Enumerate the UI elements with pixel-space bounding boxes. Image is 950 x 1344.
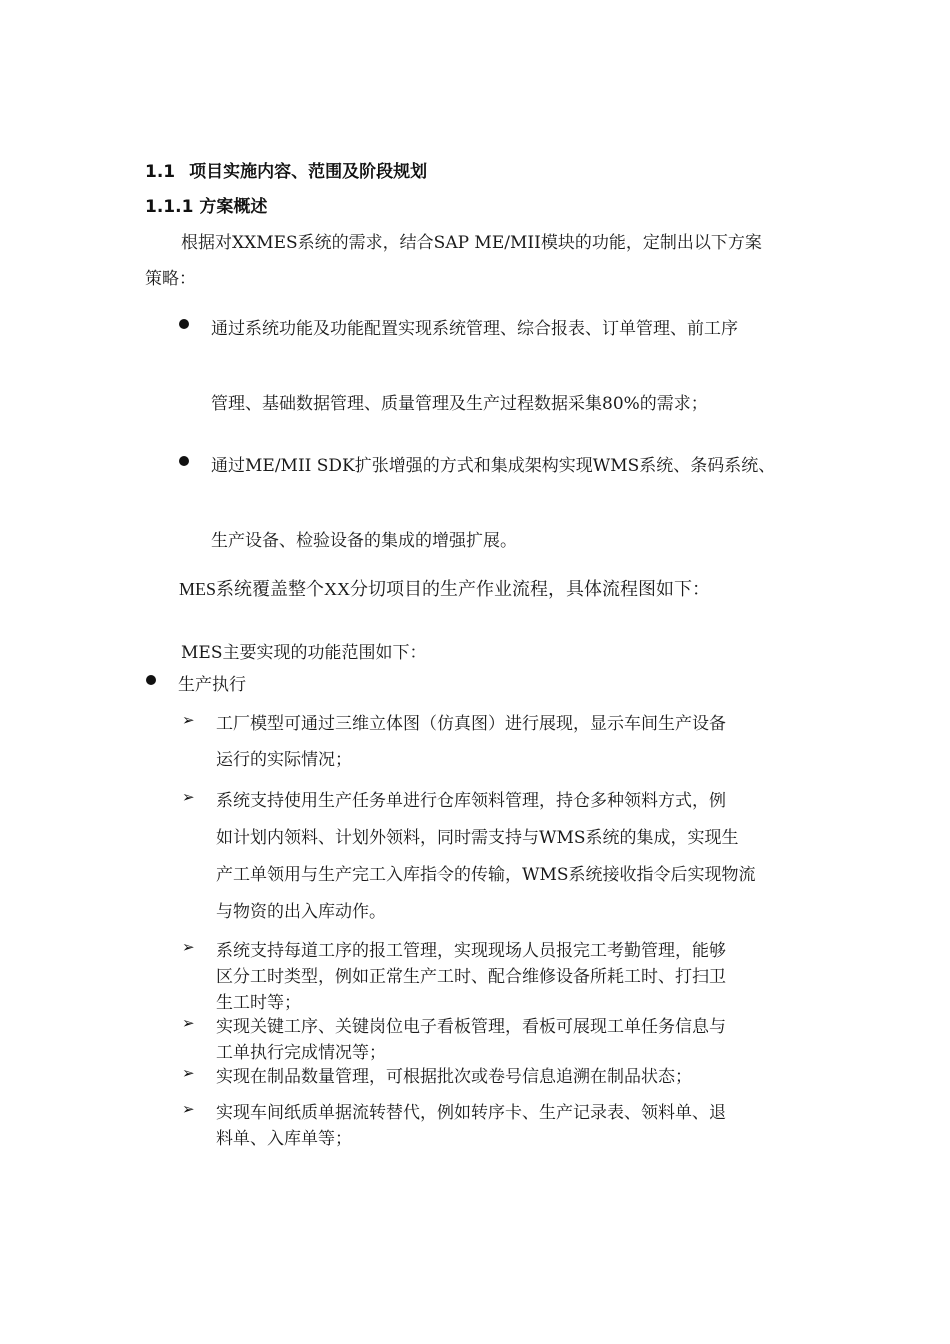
production-item-1-line-1: 工厂模型可通过三维立体图（仿真图）进行展现，显示车间生产设备 — [216, 714, 726, 734]
production-item-5-line-1: 实现在制品数量管理，可根据批次或卷号信息追溯在制品状态； — [216, 1067, 692, 1087]
production-item-3-line-2: 区分工时类型，例如正常生产工时、配合维修设备所耗工时、打扫卫 — [216, 967, 726, 987]
arrow-bullet-icon: ➢ — [182, 788, 195, 806]
production-item-3-line-1: 系统支持每道工序的报工管理，实现现场人员报完工考勤管理，能够 — [216, 941, 726, 961]
production-item-2-line-1: 系统支持使用生产任务单进行仓库领料管理，持仓多种领料方式，例 — [216, 791, 726, 811]
strategy-bullet-2-line-1: 通过ME/MII SDK扩张增强的方式和集成架构实现WMS系统、条码系统、 — [211, 456, 776, 476]
flow-description: MES系统覆盖整个XX分切项目的生产作业流程，具体流程图如下： — [179, 579, 711, 599]
production-item-6-line-1: 实现车间纸质单据流转替代，例如转序卡、生产记录表、领料单、退 — [216, 1103, 726, 1123]
production-item-4-line-2: 工单执行完成情况等； — [216, 1043, 386, 1063]
strategy-bullet-1-line-1: 通过系统功能及功能配置实现系统管理、综合报表、订单管理、前工序 — [211, 319, 738, 339]
production-item-6-line-2: 料单、入库单等； — [216, 1129, 352, 1149]
production-item-2-line-4: 与物资的出入库动作。 — [216, 902, 386, 922]
section-title: 项目实施内容、范围及阶段规划 — [189, 162, 428, 182]
subsection-title: 方案概述 — [199, 197, 268, 217]
production-item-2-line-2: 如计划内领料、计划外领料，同时需支持与WMS系统的集成，实现生 — [216, 828, 739, 848]
production-label: 生产执行 — [178, 675, 246, 695]
strategy-bullet-2-line-2: 生产设备、检验设备的集成的增强扩展。 — [211, 531, 517, 551]
strategy-bullet-1-line-2: 管理、基础数据管理、质量管理及生产过程数据采集80%的需求； — [211, 394, 708, 414]
intro-line-1: 根据对XXMES系统的需求，结合SAP ME/MII模块的功能，定制出以下方案 — [181, 233, 762, 253]
production-item-3-line-3: 生工时等； — [216, 993, 301, 1013]
arrow-bullet-icon: ➢ — [182, 1100, 195, 1118]
subsection-heading — [145, 192, 267, 217]
production-item-2-line-3: 产工单领用与生产完工入库指令的传输，WMS系统接收指令后实现物流 — [216, 865, 756, 885]
production-item-4-line-1: 实现关键工序、关键岗位电子看板管理，看板可展现工单任务信息与 — [216, 1017, 726, 1037]
subsection-number: 1.1.1 — [145, 197, 194, 217]
production-item-1-line-2: 运行的实际情况； — [216, 750, 352, 770]
section-number: 1.1 — [145, 162, 176, 182]
arrow-bullet-icon: ➢ — [182, 1064, 195, 1082]
arrow-bullet-icon: ➢ — [182, 938, 195, 956]
bullet-dot-icon — [179, 456, 189, 466]
arrow-bullet-icon: ➢ — [182, 1014, 195, 1032]
intro-line-2: 策略： — [145, 269, 196, 289]
bullet-dot-icon — [146, 675, 156, 685]
scope-intro: MES主要实现的功能范围如下： — [181, 643, 427, 663]
arrow-bullet-icon: ➢ — [182, 711, 195, 729]
section-heading — [145, 157, 427, 182]
bullet-dot-icon — [179, 319, 189, 329]
